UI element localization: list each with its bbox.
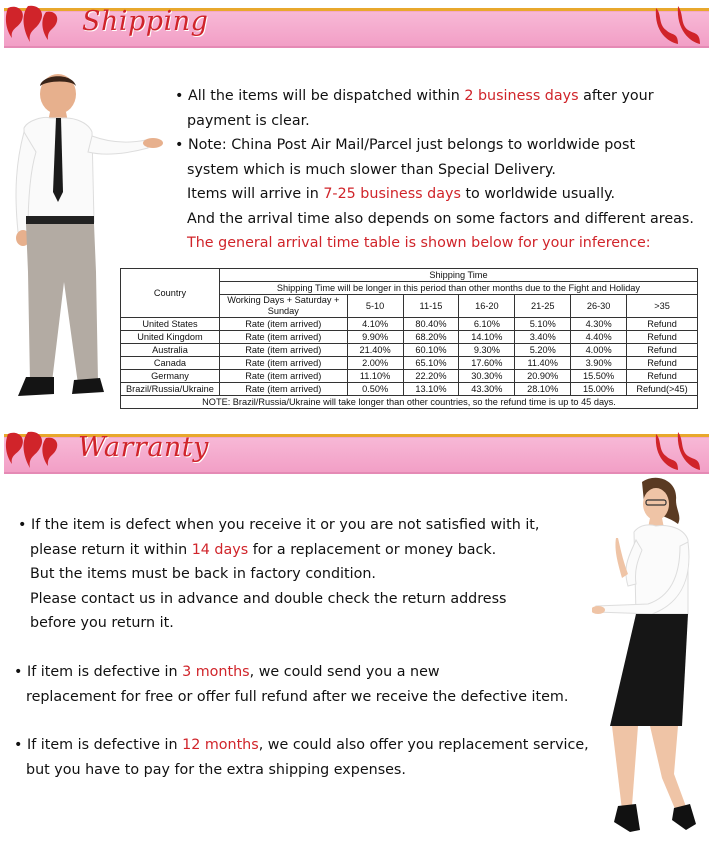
warranty-bullet-1-line-4: Please contact us in advance and double check the return address (30, 590, 507, 607)
table-row (121, 370, 698, 383)
rate-cell: Rate (item arrived) (219, 357, 347, 370)
warranty-bullet-2: • If item is defective in 3 months, we could send you a new (14, 664, 440, 680)
shipping-banner (0, 2, 719, 50)
value-cell: 2.00% (347, 357, 403, 370)
rate-cell: Rate (item arrived) (219, 370, 347, 383)
warranty-bullet-1-line-3: But the items must be back in factory condition. (30, 566, 376, 582)
value-cell: 30.30% (459, 370, 515, 383)
red-swirl-icon (2, 428, 74, 476)
value-cell: 3.40% (515, 331, 571, 344)
value-cell: 13.10% (403, 383, 459, 396)
warranty-bullet-1-line-5: before you return it. (30, 615, 174, 631)
shipping-bullet-2-line-3: Items will arrive in 7-25 business days to worldwide usually. (187, 186, 616, 202)
rate-cell: Rate (item arrived) (219, 318, 347, 331)
warranty-banner (0, 428, 719, 476)
value-cell: 22.20% (403, 370, 459, 383)
shipping-bullet-2-line-5: The general arrival time table is shown below for your inference: (187, 235, 651, 251)
column-header: 5-10 (347, 295, 403, 318)
column-header: >35 (627, 295, 698, 318)
value-cell: 17.60% (459, 357, 515, 370)
shipping-bullet-2-line-2: system which is much slower than Special Delivery. (187, 161, 556, 178)
column-header: 11-15 (403, 295, 459, 318)
value-cell: 5.10% (515, 318, 571, 331)
value-cell: 9.30% (459, 344, 515, 357)
value-cell: 15.00% (571, 383, 627, 396)
country-cell: Brazil/Russia/Ukraine (121, 383, 220, 396)
table-note-row (121, 396, 698, 409)
value-cell: 5.20% (515, 344, 571, 357)
warranty-bullet-3-line-2: but you have to pay for the extra shipping expenses. (26, 761, 406, 778)
rate-cell: Rate (item arrived) (219, 383, 347, 396)
shipping-title: Shipping (82, 6, 209, 37)
value-cell: 14.10% (459, 331, 515, 344)
shipping-bullet-2: • Note: China Post Air Mail/Parcel just belongs to worldwide post (175, 137, 636, 153)
table-note: NOTE: Brazil/Russia/Ukraine will take longer than other countries, so the refund time is up to 45 days. (121, 396, 698, 409)
column-header: 21-25 (515, 295, 571, 318)
value-cell: 11.40% (515, 357, 571, 370)
shipping-bullets (175, 84, 694, 256)
warranty-bullet-3: • If item is defective in 12 months, we could also offer you replacement service, (14, 737, 589, 753)
value-cell: Refund (627, 318, 698, 331)
holiday-note: Shipping Time will be longer in this period than other months due to the Fight and Holiday (219, 282, 697, 295)
value-cell: 20.90% (515, 370, 571, 383)
shipping-time-table (120, 268, 698, 409)
table-row (121, 344, 698, 357)
rate-cell: Rate (item arrived) (219, 331, 347, 344)
value-cell: Refund(>45) (627, 383, 698, 396)
value-cell: Refund (627, 331, 698, 344)
businesswoman-image (592, 474, 712, 846)
value-cell: Refund (627, 357, 698, 370)
shipping-time-header: Shipping Time (219, 269, 697, 282)
warranty-bullet-1-line-2: please return it within 14 days for a replacement or money back. (30, 541, 497, 558)
value-cell: 80.40% (403, 318, 459, 331)
warranty-bullets-3 (14, 733, 589, 782)
table-row (121, 331, 698, 344)
country-cell: Germany (121, 370, 220, 383)
working-days-header: Working Days + Saturday + Sunday (219, 295, 347, 318)
table-row (121, 383, 698, 396)
value-cell: 4.30% (571, 318, 627, 331)
country-cell: Canada (121, 357, 220, 370)
value-cell: 43.30% (459, 383, 515, 396)
value-cell: 28.10% (515, 383, 571, 396)
value-cell: 11.10% (347, 370, 403, 383)
value-cell: 6.10% (459, 318, 515, 331)
warranty-bullet-2-line-2: replacement for free or offer full refund after we receive the defective item. (26, 688, 569, 705)
warranty-bullets-2 (14, 660, 568, 709)
rate-cell: Rate (item arrived) (219, 344, 347, 357)
value-cell: 9.90% (347, 331, 403, 344)
value-cell: 15.50% (571, 370, 627, 383)
shipping-bullet-1: • All the items will be dispatched within 2 business days after your (175, 88, 654, 104)
value-cell: Refund (627, 370, 698, 383)
value-cell: 4.40% (571, 331, 627, 344)
red-swirl-icon (2, 2, 74, 50)
value-cell: 68.20% (403, 331, 459, 344)
warranty-title: Warranty (78, 432, 209, 463)
column-header: 16-20 (459, 295, 515, 318)
value-cell: 4.00% (571, 344, 627, 357)
value-cell: 21.40% (347, 344, 403, 357)
table-header-row (121, 269, 698, 282)
value-cell: 3.90% (571, 357, 627, 370)
value-cell: 4.10% (347, 318, 403, 331)
shipping-bullet-2-line-4: And the arrival time also depends on some factors and different areas. (187, 210, 694, 227)
table-row (121, 357, 698, 370)
value-cell: Refund (627, 344, 698, 357)
red-swirl-icon (648, 2, 708, 50)
country-cell: United Kingdom (121, 331, 220, 344)
warranty-bullets-1 (18, 513, 539, 636)
red-swirl-icon (648, 428, 708, 476)
warranty-bullet-1: • If the item is defect when you receive it or you are not satisfied with it, (18, 517, 540, 533)
country-cell: Australia (121, 344, 220, 357)
shipping-bullet-1-line-2: payment is clear. (187, 112, 310, 129)
value-cell: 60.10% (403, 344, 459, 357)
country-header: Country (121, 269, 220, 318)
column-header: 26-30 (571, 295, 627, 318)
table-row (121, 318, 698, 331)
value-cell: 65.10% (403, 357, 459, 370)
value-cell: 0.50% (347, 383, 403, 396)
country-cell: United States (121, 318, 220, 331)
